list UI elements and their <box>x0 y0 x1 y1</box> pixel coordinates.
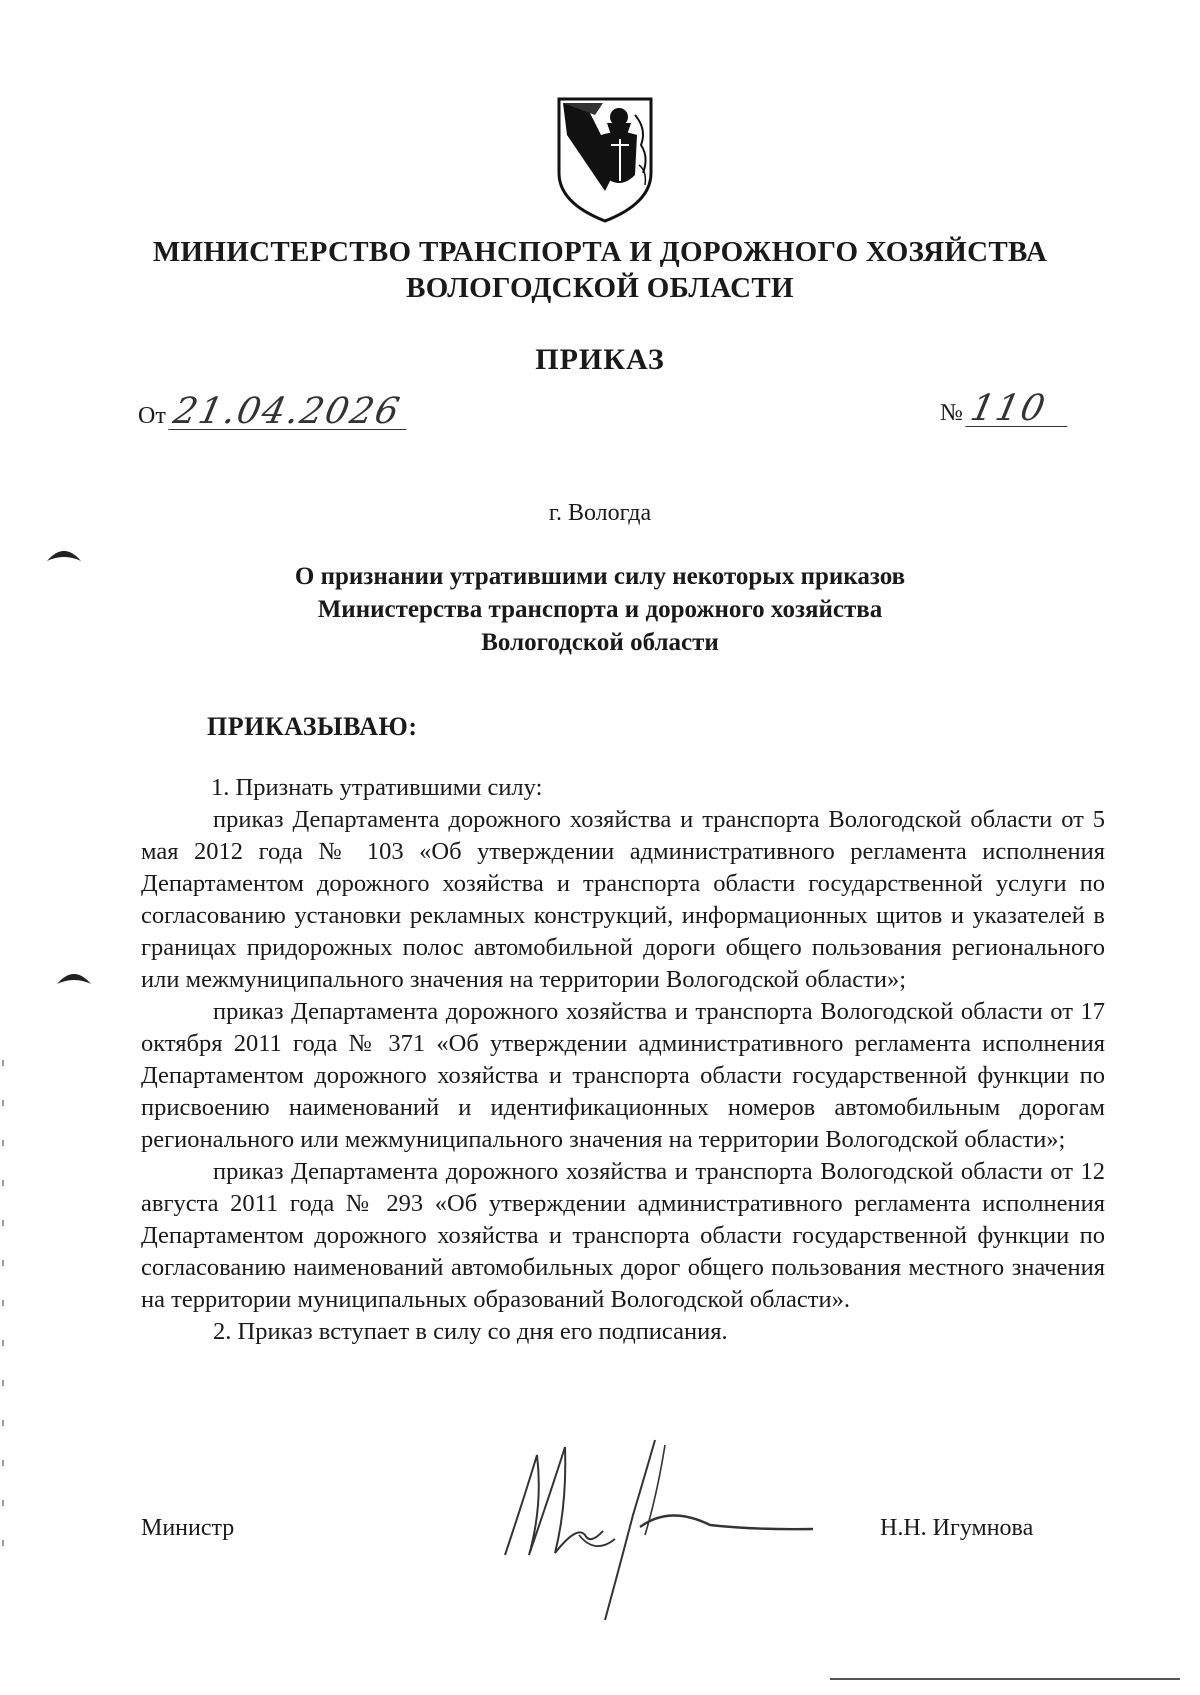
order-paragraph: приказ Департамента дорожного хозяйства и транспорта Вологодской области от 17 октября 2011 года № 371 «Об утверждении административного регламента исполнения Департаментом дорожного хозяйства и транспорта области государственной функции по присвоению наименований и идентификационных номеров автомобильным дорогам регионального или межмуниципального значения на территории Вологодской области»; <box>141 998 1105 1153</box>
date-label: От <box>138 403 166 429</box>
subject-line: О признании утратившими силу некоторых приказов <box>294 563 906 590</box>
signatory-position: Министр <box>141 1515 235 1541</box>
signatory-name: Н.Н. Игумнова <box>880 1515 1034 1541</box>
scan-artifact-icon <box>45 545 83 561</box>
order-date-value: 21.04.2026 <box>168 395 414 430</box>
scan-artifact-icon <box>55 968 93 984</box>
ministry-name-line1: МИНИСТЕРСТВО ТРАНСПОРТА И ДОРОЖНОГО ХОЗЯЙСТВА <box>152 236 1048 268</box>
city-name: г. Вологда <box>548 500 652 526</box>
order-date-row <box>138 391 410 432</box>
order-number-row <box>940 388 1071 429</box>
number-label: № <box>940 400 963 426</box>
scan-margin-marks <box>2 1060 4 1580</box>
order-subject <box>150 560 1050 659</box>
subject-line: Министерства транспорта и дорожного хозяйства <box>317 596 883 623</box>
order-number-value: 110 <box>965 392 1074 427</box>
handwritten-signature-icon <box>495 1435 815 1625</box>
order-item-2: 2. Приказ вступает в силу со дня его подписания. <box>213 1318 728 1345</box>
order-body <box>141 772 1105 1348</box>
order-paragraph: приказ Департамента дорожного хозяйства и транспорта Вологодской области от 5 мая 2012 года № 103 «Об утверждении административного регламента исполнения Департаментом дорожного хозяйства и транспорта области государственной услуги по согласованию установки рекламных конструкций, информационных щитов и указателей в границах придорожных полос автомобильной дороги общего пользования регионального или межмуниципального значения на территории Вологодской области»; <box>141 806 1105 993</box>
orders-heading: ПРИКАЗЫВАЮ: <box>207 712 418 741</box>
scan-bottom-edge <box>830 1678 1180 1680</box>
order-item-1: 1. Признать утратившими силу: <box>211 774 543 801</box>
order-paragraph: приказ Департамента дорожного хозяйства и транспорта Вологодской области от 12 августа 2011 года № 293 «Об утверждении административного регламента исполнения Департаментом дорожного хозяйства и транспорта области государственной функции по согласованию наименований автомобильных дорог общего пользования местного значения на территории муниципальных образований Вологодской области». <box>141 1158 1105 1313</box>
coat-of-arms-icon <box>555 95 655 225</box>
ministry-name-line2: ВОЛОГОДСКОЙ ОБЛАСТИ <box>406 272 794 304</box>
document-type-title: ПРИКАЗ <box>535 343 665 376</box>
subject-line: Вологодской области <box>481 629 719 656</box>
